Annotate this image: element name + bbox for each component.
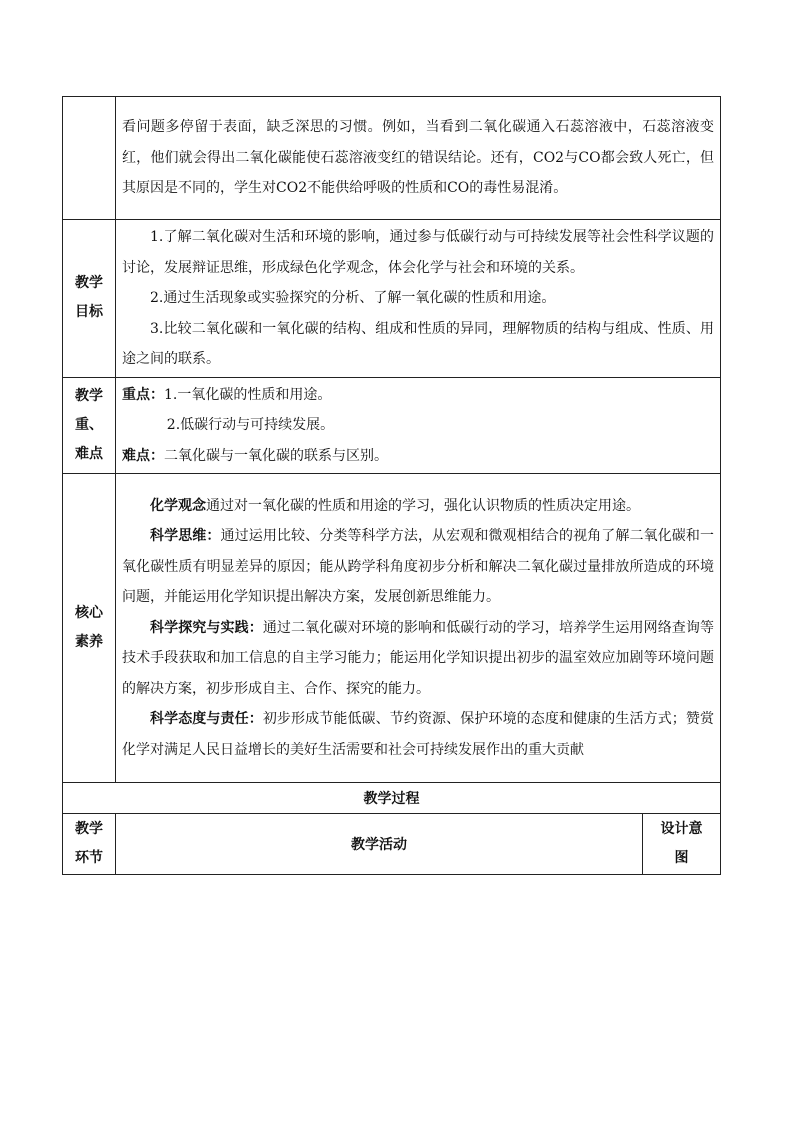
keypoints-label: 教学重、难点 — [63, 377, 116, 474]
literacy-row — [63, 474, 721, 783]
goal-item-3: 3.比较二氧化碳和一氧化碳的结构、组成和性质的异同，理解物质的结构与组成、性质、用途之间的联系。 — [122, 320, 714, 367]
process-col-intent: 设计意图 — [642, 814, 720, 875]
literacy-label: 核心素养 — [63, 474, 116, 783]
intro-cell — [116, 97, 721, 220]
literacy-item-2: 科学思维：通过运用比较、分类等科学方法，从宏观和微观相结合的视角了解二氧化碳和一氧化碳性质有明显差异的原因；能从跨学科角度初步分析和解决二氧化碳过量排放所造成的环境问题，并能运用化学知识提出解决方案，发展创新思维能力。 — [122, 528, 715, 606]
goals-row — [63, 220, 721, 378]
literacy-item-3: 科学探究与实践：通过二氧化碳对环境的影响和低碳行动的学习，培养学生运用网络查询等技术手段获取和加工信息的自主学习能力；能运用化学知识提出初步的温室效应加剧等环境问题的解决方案，初步形成自主、合作、探究的能力。 — [122, 619, 715, 697]
process-col-activity: 教学活动 — [116, 814, 643, 875]
process-title: 教学过程 — [63, 783, 721, 814]
difficulty-text: 二氧化碳与一氧化碳的联系与区别。 — [164, 447, 388, 464]
process-col-stage: 教学环节 — [63, 814, 116, 875]
key-label: 重点： — [122, 386, 164, 403]
key-item-1: 1.一氧化碳的性质和用途。 — [164, 386, 332, 403]
intro-row — [63, 97, 721, 220]
keypoints-cell — [116, 377, 721, 474]
intro-text: 看问题多停留于表面，缺乏深思的习惯。例如，当看到二氧化碳通入石蕊溶液中，石蕊溶液变红，他们就会得出二氧化碳能使石蕊溶液变红的错误结论。还有，CO2与CO都会致人死亡，但其原因是不同的，学生对CO2不能供给呼吸的性质和CO的毒性易混淆。 — [122, 119, 714, 197]
difficulty-label: 难点： — [122, 447, 164, 464]
goals-cell — [116, 220, 721, 378]
goals-label: 教学目标 — [63, 220, 116, 378]
process-title-row — [63, 783, 721, 814]
literacy-item-1: 化学观念通过对一氧化碳的性质和用途的学习，强化认识物质的性质决定用途。 — [150, 497, 640, 514]
process-header-row — [63, 814, 721, 875]
difficulty-line — [122, 441, 714, 472]
keypoints-row — [63, 377, 721, 474]
goal-item-2: 2.通过生活现象或实验探究的分析、了解一氧化碳的性质和用途。 — [150, 290, 556, 306]
key-item-2: 2.低碳行动与可持续发展。 — [166, 417, 335, 433]
literacy-cell — [116, 474, 721, 783]
key-line-1 — [122, 380, 714, 411]
goal-item-1: 1.了解二氧化碳对生活和环境的影响，通过参与低碳行动与可持续发展等社会性科学议题的讨论，发展辩证思维，形成绿色化学观念，体会化学与社会和环境的关系。 — [122, 229, 714, 276]
literacy-item-4: 科学态度与责任：初步形成节能低碳、节约资源、保护环境的态度和健康的生活方式；赞赏化学对满足人民日益增长的美好生活需要和社会可持续发展作出的重大贡献 — [122, 711, 715, 758]
lesson-plan-table — [62, 96, 721, 875]
intro-label-cell — [63, 97, 116, 220]
